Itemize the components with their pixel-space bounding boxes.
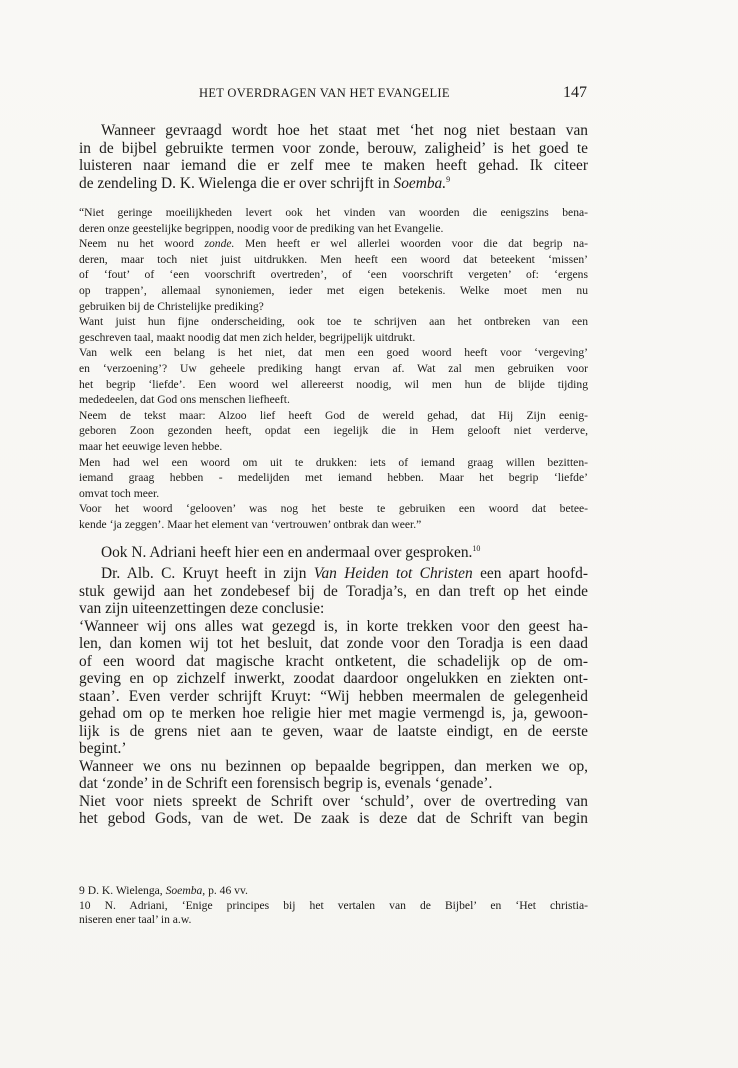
text-segment: de zendeling D. K. Wielenga die er over schrijft in <box>79 174 394 192</box>
text-line: het gebod Gods, van de wet. De zaak is deze dat de Schrift van begin <box>79 810 588 827</box>
footnote-10: 10 N. Adriani, ‘Enige principes bij het vertalen van de Bijbel’ en ‘Het christia- <box>79 898 588 912</box>
text-line: gehad om op te merken hoe religie hier met magie vermengd is, ja, gewoon- <box>79 705 588 722</box>
text-line: Wanneer we ons nu bezinnen op bepaalde begrippen, dan merken we op, <box>79 757 588 775</box>
quote-line: of ‘fout’ of ‘een voorschrift overtreden’, of ‘een voorschrift vergeten’ of: ‘ergens <box>79 268 588 282</box>
footnotes <box>79 884 588 928</box>
text-segment: Neem nu het woord <box>79 237 205 251</box>
text-segment: p. 46 vv. <box>205 884 248 897</box>
text-segment: Ook N. Adriani heeft hier een en andermaal over gesproken. <box>101 544 473 561</box>
quote-line: Neem de tekst maar: Alzoo lief heeft God de wereld gehad, dat Hij Zijn eenig- <box>79 408 588 422</box>
quote-line: geschreven taal, maakt noodig dat men zich helder, begrijpelijk uitdrukt. <box>79 330 416 344</box>
quote-line: “Niet geringe moeilijkheden levert ook het vinden van woorden die eenigszins bena- <box>79 206 588 219</box>
quote-line: Van welk een belang is het niet, dat men een goed woord heeft voor ‘vergeving’ <box>79 346 588 360</box>
page-number: 147 <box>563 84 587 101</box>
quote-line: Voor het woord ‘gelooven’ was nog het beste te gebruiken een woord dat betee- <box>79 502 588 516</box>
quote-line: gebruiken bij de Christelijke prediking? <box>79 299 264 313</box>
text-line: staan’. Even verder schrijft Kruyt: “Wij hebben meermalen de gelegenheid <box>79 687 588 705</box>
quote-line: deren, maar toch niet juist uitdrukken. Men heeft een woord dat beteekent ‘missen’ <box>79 252 588 266</box>
text-line <box>79 175 588 193</box>
text-line: luisteren naar iemand die er zelf mee te maken heeft gehad. Ik citeer <box>79 157 588 174</box>
text-line: stuk gewijd aan het zondebesef bij de Toradja’s, en dan treft op het einde <box>79 582 588 600</box>
running-header: HET OVERDRAGEN VAN HET EVANGELIE <box>199 86 450 100</box>
text-line <box>79 565 588 583</box>
text-line: van zijn uiteenzettingen deze conclusie: <box>79 600 325 617</box>
block-quote <box>79 205 588 532</box>
adriani-paragraph <box>79 544 588 562</box>
quote-line: maar het eeuwige leven hebbe. <box>79 439 223 453</box>
quote-line: en ‘verzoening’? Uw geheele prediking hangt ervan af. Wat zal men gebruiken voor <box>79 361 588 375</box>
text-line: of een woord dat magische kracht ontketent, die schadelijk op de om- <box>79 652 588 670</box>
footnote-10-continued: niseren ener taal’ in a.w. <box>79 913 192 927</box>
footnote-ref-9: 9 <box>446 174 451 184</box>
quote-line <box>79 236 588 252</box>
book-title: Soemba. <box>393 174 447 192</box>
text-segment: Dr. Alb. C. Kruyt heeft in zijn <box>101 565 314 582</box>
kruyt-paragraph <box>79 565 588 828</box>
text-line: geving en op zichzelf inwerkt, zoodat daardoor ongelukken en ziekten ont- <box>79 670 588 687</box>
text-line: begint.’ <box>79 740 127 757</box>
quote-line: geboren Zoon gezonden heeft, opdat een iegelijk die in Hem gelooft niet verderve, <box>79 424 588 438</box>
text-segment: 9 D. K. Wielenga, <box>79 884 166 897</box>
emphasis: zonde. <box>204 237 235 251</box>
book-title: Van Heiden tot Christen <box>313 565 473 582</box>
quote-line: deren onze geestelijke begrippen, noodig voor de prediking van het Evangelie. <box>79 221 444 235</box>
text-line: in de bijbel gebruikte termen voor zonde, berouw, zaligheid’ is het goed te <box>79 139 588 157</box>
text-line: lijk is de grens niet aan te geven, waar de laatste eindigt, en de eerste <box>79 722 588 740</box>
footnote-9 <box>79 884 588 899</box>
text-line <box>79 544 588 562</box>
text-segment: Men heeft er wel allerlei woorden voor die dat begrip na- <box>234 237 588 251</box>
quote-line: kende ‘ja zeggen’. Maar het element van ‘vertrouwen’ ontbrak dan weer.” <box>79 517 422 531</box>
text-segment: een apart hoofd- <box>472 565 588 582</box>
quote-line: het begrip ‘liefde’. Een woord wel allereerst noodig, wil men hun de blijde tijding <box>79 377 588 391</box>
footnote-ref-10: 10 <box>472 544 481 553</box>
quote-line: omvat toch meer. <box>79 486 160 500</box>
text-line: Wanneer gevraagd wordt hoe het staat met ‘het nog niet bestaan van <box>101 122 588 139</box>
quote-line: iemand graag hebben - medelijden met iemand hebben. Maar het begrip ‘liefde’ <box>79 471 588 485</box>
quote-line: mededeelen, dat God ons menschen liefheeft. <box>79 393 290 407</box>
quote-line: op trappen’, allemaal synoniemen, ieder met eigen betekenis. Welke moet men nu <box>79 283 588 297</box>
text-line: len, dan komen wij tot het besluit, dat zonde voor den Toradja is een daad <box>79 635 588 652</box>
text-line: ‘Wanneer wij ons alles wat gezegd is, in korte trekken voor den geest ha- <box>79 617 588 635</box>
text-line: Niet voor niets spreekt de Schrift over ‘schuld’, over de overtreding van <box>79 792 588 810</box>
quote-line: Men had wel een woord om uit te drukken: iets of iemand graag willen bezitten- <box>79 455 588 469</box>
text-line: dat ‘zonde’ in de Schrift een forensisch begrip is, evenals ‘genade’. <box>79 775 493 792</box>
book-title: Soemba, <box>165 884 206 897</box>
quote-line: Want juist hun fijne onderscheiding, ook toe te schrijven aan het ontbreken van een <box>79 315 588 329</box>
intro-paragraph <box>79 122 588 192</box>
